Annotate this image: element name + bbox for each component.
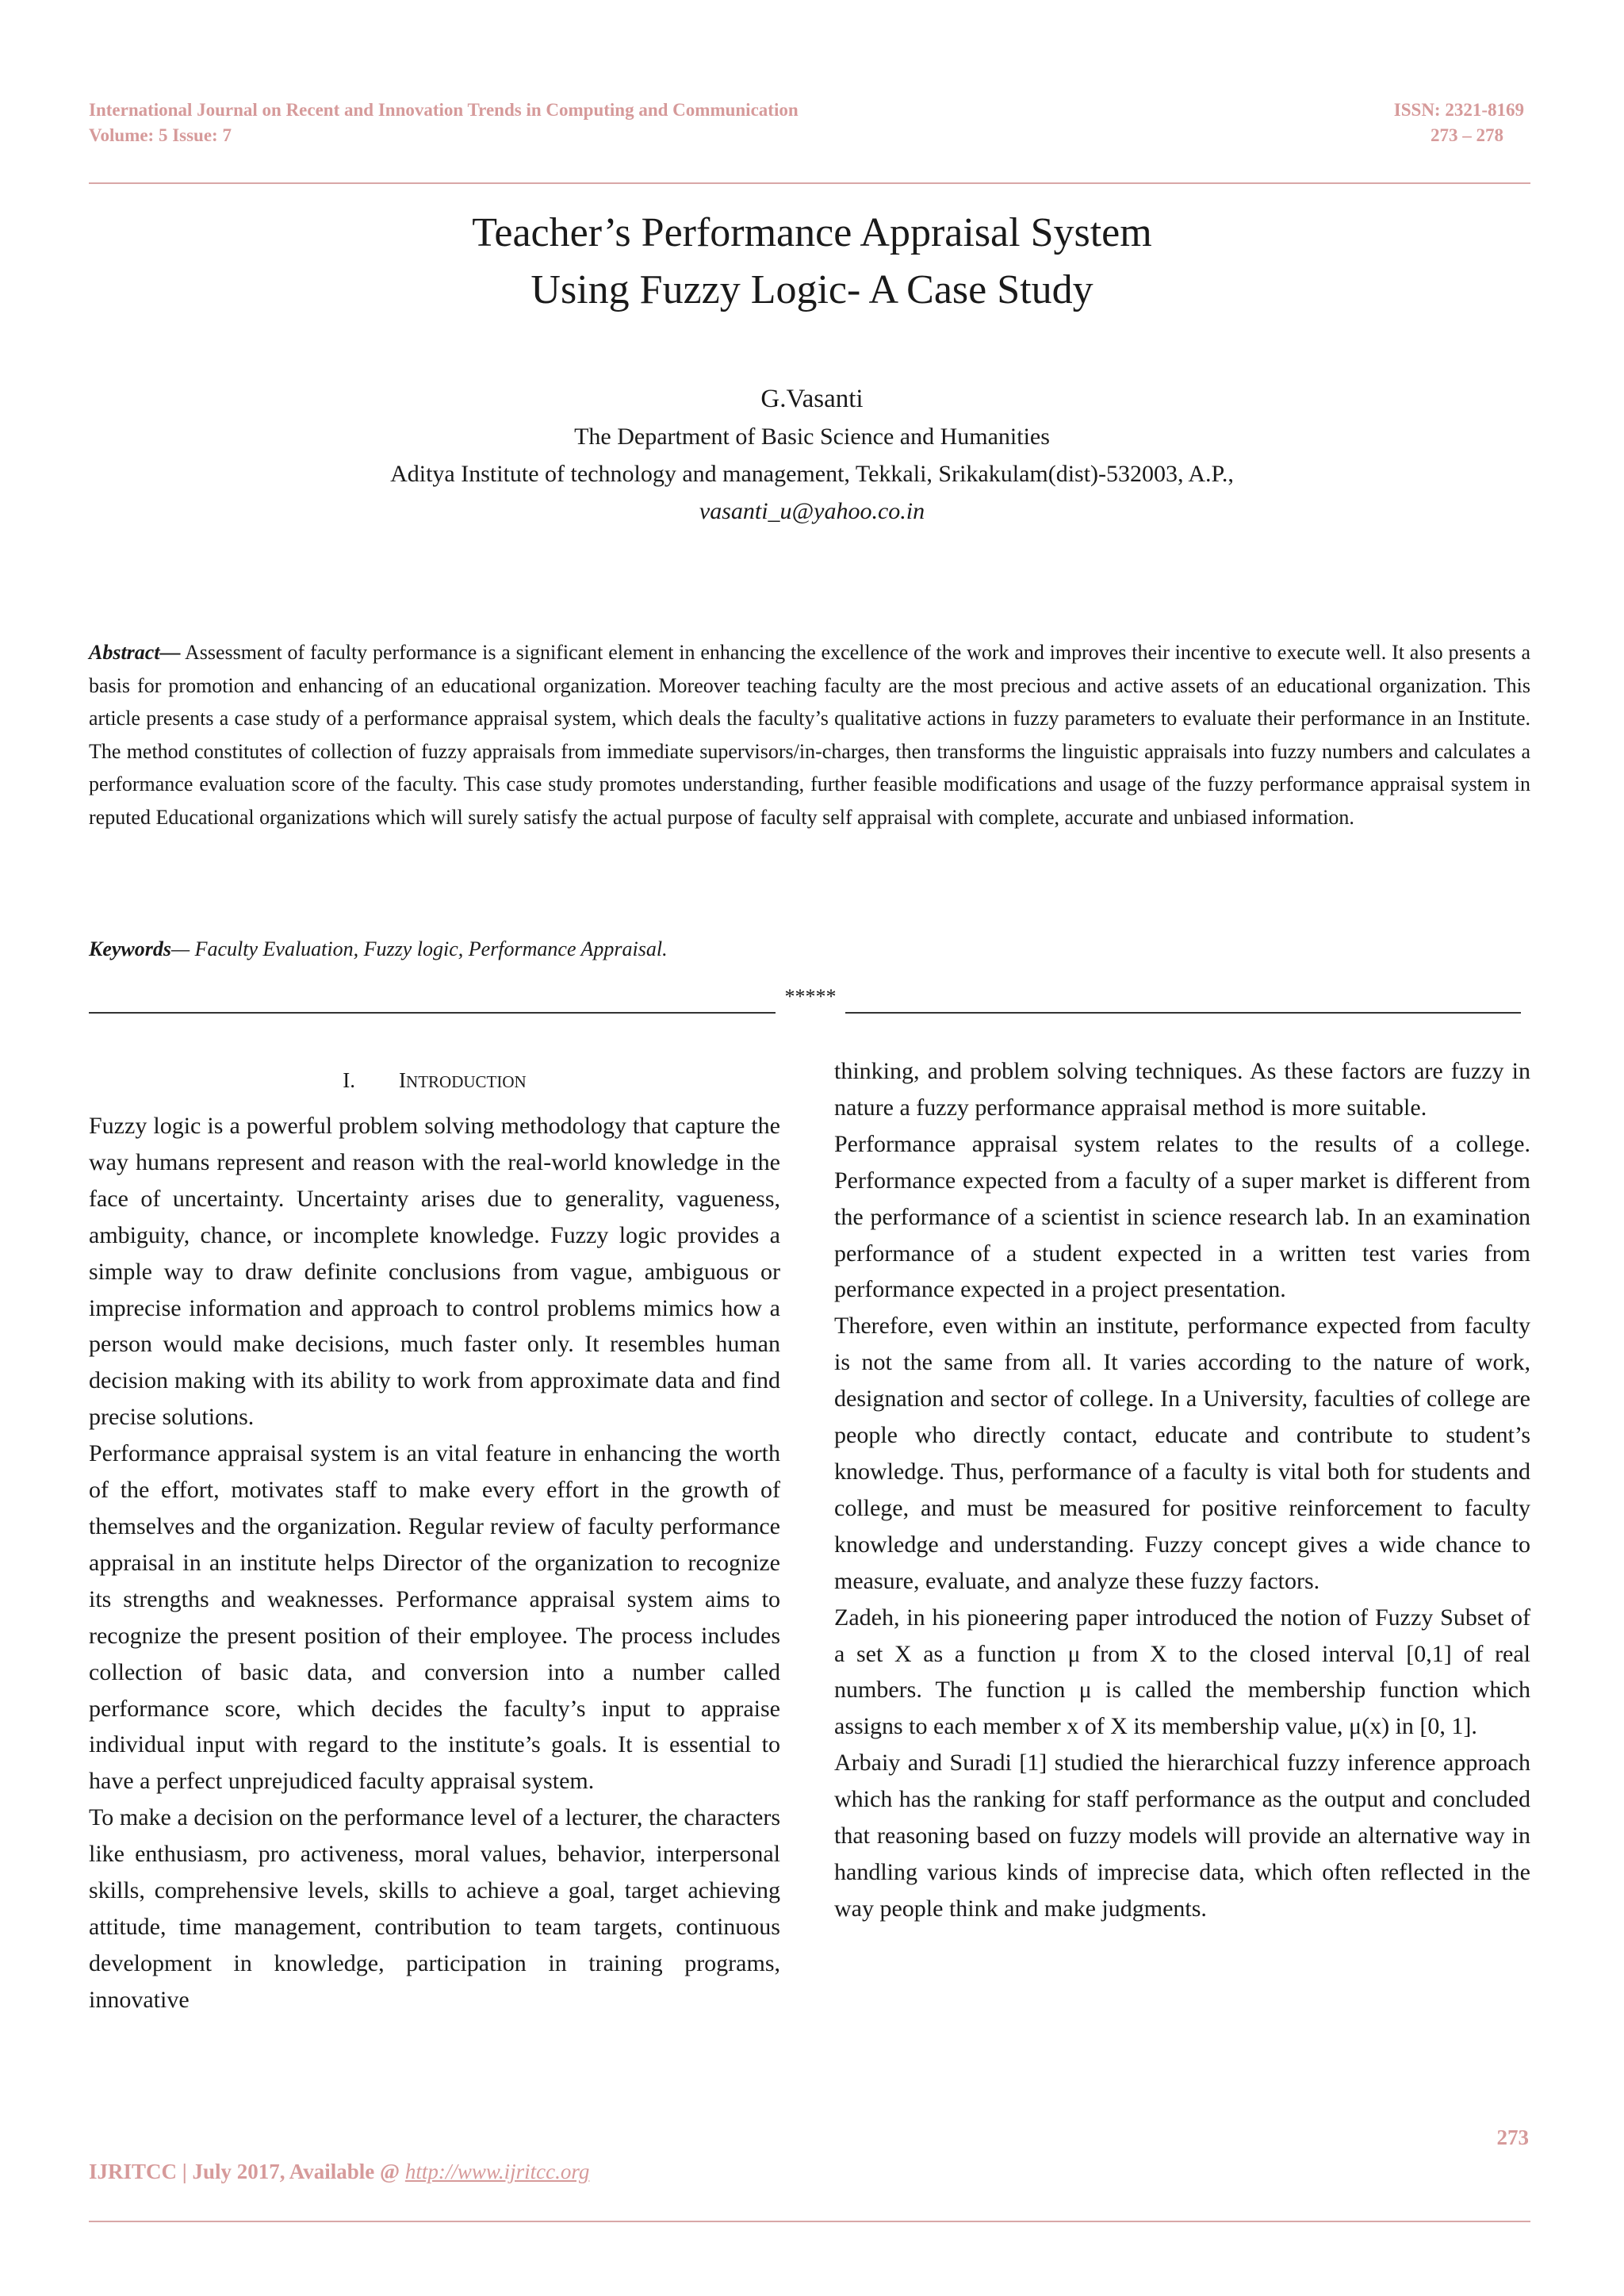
journal-name: International Journal on Recent and Innovation Trends in Computing and Communication bbox=[89, 100, 799, 120]
section-heading bbox=[89, 1064, 780, 1098]
journal-volume: Volume: 5 Issue: 7 bbox=[89, 125, 232, 145]
footer-rule bbox=[89, 2221, 1530, 2222]
footer-link[interactable]: http://www.ijritcc.org bbox=[404, 2160, 590, 2183]
page-number: 273 bbox=[1496, 2125, 1529, 2149]
paragraph: Arbaiy and Suradi [1] studied the hierarchical fuzzy inference approach which has the ranking for staff performance as the output and concluded that reasoning based on fuzzy models will provide an alternative way in handling various kinds of imprecise data, which often reflected in the way people think and make judgments. bbox=[834, 1750, 1530, 1922]
footer bbox=[89, 2156, 589, 2187]
paragraph: Therefore, even within an institute, performance expected from faculty is not the same from all. It varies according to the nature of work, designation and sector of college. In a University, faculties of college are people who directly contact, educate and contribute to student’s knowledge. Thus, performance of a faculty is vital both for students and college, and must be measured for positive reinforcement to faculty knowledge and understanding. Fuzzy concept gives a wide chance to measure, evaluate, and analyze these fuzzy factors. bbox=[834, 1313, 1530, 1594]
header-rule bbox=[89, 182, 1530, 184]
abstract bbox=[89, 636, 1530, 834]
keywords bbox=[89, 933, 1530, 965]
abstract-label: Abstract— bbox=[89, 641, 181, 664]
title-line-2: Using Fuzzy Logic- A Case Study bbox=[530, 267, 1094, 312]
author-institute: Aditya Institute of technology and management, Tekkali, Srikakulam(dist)-532003, A.P., bbox=[390, 461, 1234, 487]
issn: ISSN: 2321-8169 bbox=[1393, 100, 1524, 120]
author-department: The Department of Basic Science and Humanities bbox=[574, 424, 1050, 450]
paragraph: To make a decision on the performance level of a lecturer, the characters like enthusiasm, pro activeness, moral values, behavior, interpersonal skills, comprehensive levels, skills to achieve a goal, target achieving attitude, time management, contribution to team targets, continuous development in knowledge, participation in training programs, innovative bbox=[89, 1804, 780, 2013]
footer-text: IJRITCC | July 2017, Available @ bbox=[89, 2160, 405, 2183]
journal-header bbox=[89, 98, 799, 148]
section-number: I. bbox=[343, 1068, 356, 1092]
journal-header-right bbox=[1394, 98, 1524, 148]
author-name: G.Vasanti bbox=[760, 385, 864, 413]
paper-title bbox=[0, 205, 1624, 319]
body-column-left bbox=[89, 1108, 780, 2018]
paragraph: thinking, and problem solving techniques. As these factors are fuzzy in nature a fuzzy performance appraisal method is more suitable. bbox=[834, 1058, 1530, 1121]
page-range: 273 – 278 bbox=[1431, 125, 1503, 145]
author-block bbox=[0, 381, 1624, 530]
keywords-label: Keywords bbox=[89, 937, 171, 960]
keywords-text: — Faculty Evaluation, Fuzzy logic, Performance Appraisal. bbox=[171, 937, 668, 960]
paragraph: Zadeh, in his pioneering paper introduced the notion of Fuzzy Subset of a set X as a function μ from X to the closed interval [0,1] of real numbers. The function μ is called the membership function which assigns to each member x of X its membership value, μ(x) in [0, 1]. bbox=[834, 1604, 1530, 1740]
section-title: INTRODUCTION bbox=[399, 1068, 527, 1092]
paragraph: Performance appraisal system is an vital feature in enhancing the worth of the effort, motivates staff to make every effort in the growth of themselves and the organization. Regular review of faculty performance appraisal in an institute helps Director of the organization to recognize its strengths and weaknesses. Performance appraisal system aims to recognize the present position of their employee. The process includes collection of basic data, and conversion into a number called performance score, which decides the faculty’s input to appraise individual input with regard to the institute’s goals. It is essential to have a perfect unprejudiced faculty appraisal system. bbox=[89, 1440, 780, 1795]
separator-line-right bbox=[845, 1012, 1521, 1014]
abstract-text: Assessment of faculty performance is a significant element in enhancing the excellence of the work and improves their incentive to execute well. It also presents a basis for promotion and enhancing of an educational organization. Moreover teaching faculty are the most precious and active assets of an educational organization. This article presents a case study of a performance appraisal system, which deals the faculty’s qualitative actions in fuzzy parameters to evaluate their performance in an Institute. The method constitutes of collection of fuzzy appraisals from immediate supervisors/in-charges, then transforms the linguistic appraisals into fuzzy numbers and calculates a performance evaluation score of the faculty. This case study promotes understanding, further feasible modifications and usage of the fuzzy performance appraisal system in reputed Educational organizations which will surely satisfy the actual purpose of faculty self appraisal with complete, accurate and unbiased information. bbox=[89, 641, 1530, 829]
separator-stars: ***** bbox=[784, 985, 837, 1008]
body-column-right bbox=[834, 1053, 1530, 1927]
title-line-1: Teacher’s Performance Appraisal System bbox=[472, 210, 1152, 255]
paragraph: Performance appraisal system relates to the results of a college. Performance expected from a faculty of a super market is different from the performance of a scientist in science research lab. In an examination performance of a student expected in a written test varies from performance expected in a project presentation. bbox=[834, 1130, 1530, 1303]
paragraph: Fuzzy logic is a powerful problem solving methodology that capture the way humans represent and reason with the real-world knowledge in the face of uncertainty. Uncertainty arises due to generality, vagueness, ambiguity, chance, or incomplete knowledge. Fuzzy logic provides a simple way to draw definite conclusions from vague, ambiguous or imprecise information and approach to control problems mimics how a person would make decisions, much faster only. It resembles human decision making with its ability to work from approximate data and find precise solutions. bbox=[89, 1113, 780, 1431]
author-email[interactable]: vasanti_u@yahoo.co.in bbox=[699, 498, 925, 524]
separator-line-left bbox=[89, 1012, 776, 1014]
